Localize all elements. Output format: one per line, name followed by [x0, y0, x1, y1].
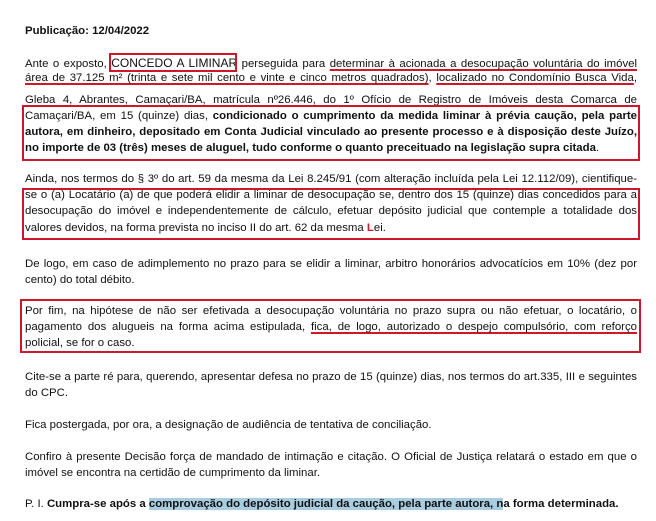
p1-text: . [595, 142, 600, 154]
p1-text: Ante o exposto, [25, 58, 112, 70]
concedo-liminar-box [109, 53, 237, 72]
cumpra-se: Cumpra-se após a [46, 498, 149, 510]
p4-line3: policial, se for o caso. [25, 337, 135, 349]
pi-label: P. I. [25, 498, 47, 510]
p1-text: , [428, 72, 437, 84]
p1-text: , [633, 72, 637, 84]
p7-line2: imóvel se encontra na certidão de cumprimento da liminar. [25, 467, 321, 479]
determinar-desocupacao: determinar à acionada a desocupação voluntária do imóvel [329, 58, 638, 70]
p4-line1: Por fim, na hipótese de não ser efetivada a desocupação voluntária no prazo supra ou não efetuar, o locatário, o [25, 305, 637, 317]
forma-determinada: a forma determinada. [503, 498, 619, 510]
autorizado-despejo: fica, de logo, autorizado o despejo compulsório, com reforço [310, 321, 637, 333]
localizado-condominio: localizado no Condomínio Busca Vida [436, 72, 634, 84]
p7-line1: Confiro à presente Decisão força de mandado de intimação e citação. O Oficial de Justiça relatará o estado em que o [25, 451, 637, 463]
p5-line1: Cite-se a parte ré para, querendo, apresentar defesa no prazo de 15 (quinze) dias, nos termos do art.335, III e seguintes [25, 371, 637, 383]
highlighted-text: comprovação do depósito judicial da caução, pela parte autora, n [148, 498, 504, 510]
p3-line2: cento) do total débito. [25, 274, 135, 286]
p1-line3: Gleba 4, Abrantes, Camaçari/BA, matrícula nº26.446, do 1º Ofício de Registro de Imóveis desta Comarca de [25, 94, 637, 106]
p1-text: perseguida para [237, 58, 330, 70]
p2-text: ei. [373, 222, 386, 234]
red-mark: L [366, 222, 374, 234]
p2-line2: se o (a) Locatário (a) de que poderá elidir a liminar de desocupação se, dentro dos 15 (quinze) dias concedidos para a [25, 189, 637, 201]
p1-line2 [25, 71, 637, 85]
p1-text: no importe de 03 (três) meses de aluguel, tudo conforme o quanto preceituado na legislação supra citada [25, 142, 596, 154]
p2-line1: Ainda, nos termos do § 3º do art. 59 da mesma da Lei 8.245/91 (com alteração incluída pela Lei 12.112/09), cientifique- [25, 173, 637, 185]
p8-line [25, 497, 637, 511]
p2-line3: desocupação do imóvel e independentemente de cálculo, efetuar depósito judicial que contemple a totalidade dos [25, 205, 637, 217]
condicionado-text: condicionado o cumprimento da medida liminar à prévia caução, pela parte [212, 110, 638, 122]
area-text: área de 37.125 m² (trinta e sete mil cento e vinte e cinco metros quadrados) [25, 72, 429, 84]
condicionado-box [22, 105, 640, 161]
p3-line1: De logo, em caso de adimplemento no prazo para se elidir a liminar, arbitro honorários advocatícios em 10% (dez por [25, 258, 637, 270]
locatario-box [22, 188, 640, 240]
p4-text: pagamento dos alugueis na forma acima estipulada, [25, 321, 311, 333]
p1-text: Camaçari/BA, em 15 (quinze) dias, [25, 110, 213, 122]
p6-line1: Fica postergada, por ora, a designação de audiência de tentativa de conciliação. [25, 419, 432, 431]
p5-line2: do CPC. [25, 387, 69, 399]
por-fim-box [20, 299, 641, 353]
concedo-liminar: CONCEDO A LIMINAR [111, 56, 238, 70]
p1-line5: autora, em dinheiro, depositado em Conta Judicial vinculado ao presente processo e à disposição deste Juízo, [25, 126, 637, 138]
publication-date: Publicação: 12/04/2022 [25, 25, 150, 37]
p2-text: valores devidos, na forma prevista no inciso II do art. 62 da mesma [25, 222, 367, 234]
